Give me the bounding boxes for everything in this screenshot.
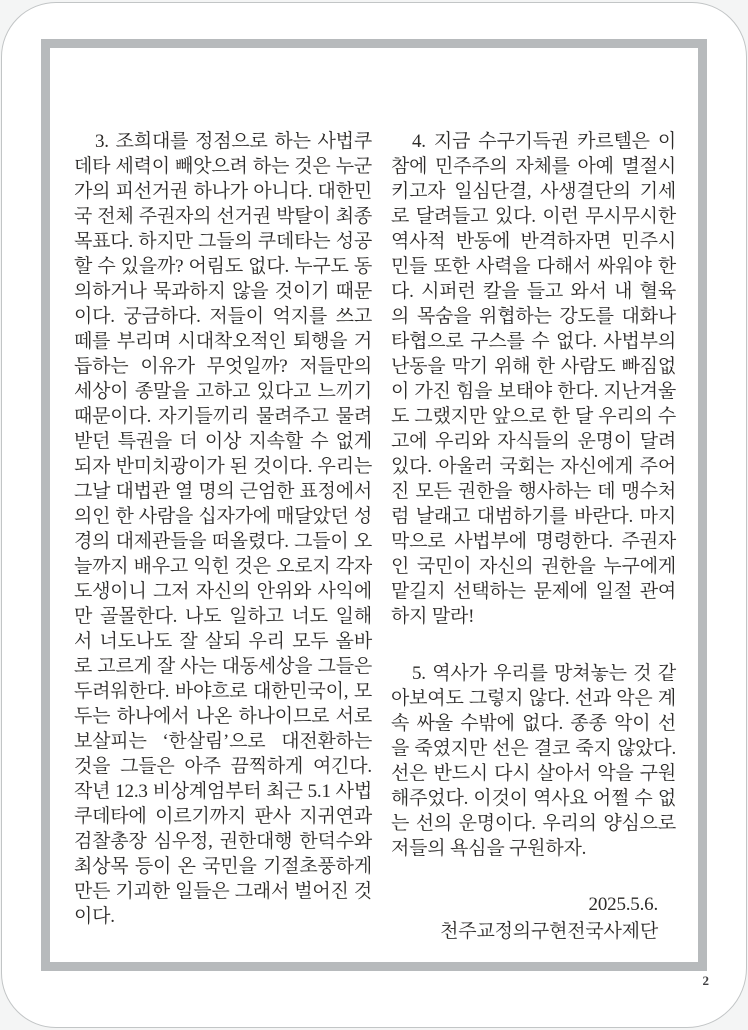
text-column-right [391,129,676,953]
page-sheet [1,2,747,1028]
document-date: 2025.5.6. [588,894,658,915]
signature-block [391,891,676,945]
page-number: 2 [702,973,709,988]
page-content [59,57,689,953]
paragraph-5: 5. 역사가 우리를 망쳐놓는 것 같아보여도 그렇지 않다. 선과 악은 계속 싸울 수밖에 없다. 종종 악이 선을 죽였지만 선은 결코 죽지 않았다. 선은 반드시 다시 살아서 악을 구원해주었다. 이것이 역사요 어쩔 수 없는 선의 운명이다. 우리의 양심으로 저들의 욕심을 구원하자. [391,663,676,859]
document-signature: 천주교정의구현전국사제단 [440,921,658,942]
paragraph-3: 3. 조희대를 정점으로 하는 사법쿠데타 세력이 빼앗으려 하는 것은 누군가의 피선거권 하나가 아니다. 대한민국 전체 주권자의 선거권 박탈이 최종목표다. 하지만 그들의 쿠데타는 성공할 수 있을까? 어림도 없다. 누구도 동의하거나 묵과하지 않을 것이기 때문이다. 궁금하다. 저들이 억지를 쓰고 떼를 부리며 시대착오적인 퇴행을 거듭하는 이유가 무엇일까? 저들만의 세상이 종말을 고하고 있다고 느끼기 때문이다. 자기들끼리 물려주고 물려받던 특권을 더 이상 지속할 수 없게 되자 반미치광이가 된 것이다. 우리는 그날 대법관 열 명의 근엄한 표정에서 의인 한 사람을 십자가에 매달았던 성경의 대제관들을 떠올렸다. 그들이 오늘까지 배우고 익힌 것은 오로지 각자도생이니 그저 자신의 안위와 사익에만 골몰한다. 나도 일하고 너도 일해서 너도나도 잘 살되 우리 모두 올바로 고르게 잘 사는 대동세상을 그들은 두려워한다. 바야흐로 대한민국이, 모두는 하나에서 나온 하나이므로 서로 보살피는 ‘한살림’으로 대전환하는 것을 그들은 아주 끔찍하게 여긴다. 작년 12.3 비상계엄부터 최근 5.1 사법쿠데타에 이르기까지 판사 지귀연과 검찰총장 심우정, 권한대행 한덕수와 최상목 등이 온 국민을 기절초풍하게 만든 기괴한 일들은 그래서 벌어진 것이다. [74,131,372,927]
paragraph-4: 4. 지금 수구기득권 카르텔은 이참에 민주주의 자체를 아예 멸절시키고자 일심단결, 사생결단의 기세로 달려들고 있다. 이런 무시무시한 역사적 반동에 반격하자면 민주시민들 또한 사력을 다해서 싸워야 한다. 시퍼런 칼을 들고 와서 내 혈육의 목숨을 위협하는 강도를 대화나 타협으로 구스를 수 없다. 사법부의 난동을 막기 위해 한 사람도 빠짐없이 가진 힘을 보태야 한다. 지난겨울도 그랬지만 앞으로 한 달 우리의 수고에 우리와 자식들의 운명이 달려 있다. 아울러 국회는 자신에게 주어진 모든 권한을 행사하는 데 맹수처럼 날래고 대범하기를 바란다. 마지막으로 사법부에 명령한다. 주권자인 국민이 자신의 권한을 누구에게 맡길지 선택하는 문제에 일절 관여하지 말라! [391,131,676,627]
text-column-left [74,129,372,953]
decorative-border-frame [41,39,707,971]
